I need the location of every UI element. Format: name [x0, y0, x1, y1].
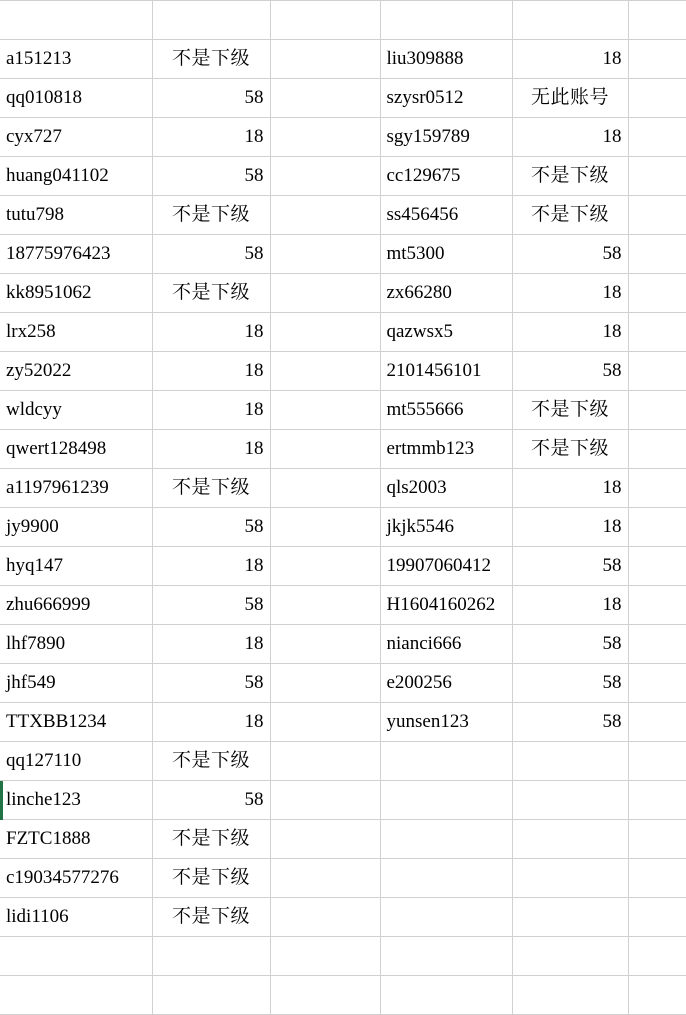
- cell-E20[interactable]: [512, 742, 628, 781]
- table-row[interactable]: [0, 976, 686, 1015]
- cell-F10[interactable]: [628, 352, 686, 391]
- table-row[interactable]: [0, 157, 686, 196]
- cell-C13[interactable]: [270, 469, 380, 508]
- cell-F22[interactable]: [628, 820, 686, 859]
- cell-C4[interactable]: [270, 118, 380, 157]
- cell-C19[interactable]: [270, 703, 380, 742]
- cell-E3[interactable]: 无此账号: [512, 79, 628, 118]
- cell-F6[interactable]: [628, 196, 686, 235]
- table-row[interactable]: [0, 664, 686, 703]
- cell-C20[interactable]: [270, 742, 380, 781]
- cell-E19[interactable]: 58: [512, 703, 628, 742]
- cell-E2[interactable]: 18: [512, 40, 628, 79]
- cell-F12[interactable]: [628, 430, 686, 469]
- cell-C9[interactable]: [270, 313, 380, 352]
- cell-C22[interactable]: [270, 820, 380, 859]
- cell-A8[interactable]: kk8951062: [0, 274, 152, 313]
- cell-D20[interactable]: [380, 742, 512, 781]
- cell-F17[interactable]: [628, 625, 686, 664]
- cell-D8[interactable]: zx66280: [380, 274, 512, 313]
- cell-B7[interactable]: 58: [152, 235, 270, 274]
- cell-D1[interactable]: [380, 1, 512, 40]
- cell-A26[interactable]: [0, 976, 152, 1015]
- cell-A17[interactable]: lhf7890: [0, 625, 152, 664]
- table-row[interactable]: [0, 391, 686, 430]
- cell-F13[interactable]: [628, 469, 686, 508]
- cell-A20[interactable]: qq127110: [0, 742, 152, 781]
- cell-E10[interactable]: 58: [512, 352, 628, 391]
- table-row[interactable]: [0, 79, 686, 118]
- cell-D6[interactable]: ss456456: [380, 196, 512, 235]
- cell-A1[interactable]: [0, 1, 152, 40]
- cell-F7[interactable]: [628, 235, 686, 274]
- cell-E1[interactable]: [512, 1, 628, 40]
- cell-F8[interactable]: [628, 274, 686, 313]
- cell-A2[interactable]: a151213: [0, 40, 152, 79]
- cell-D12[interactable]: ertmmb123: [380, 430, 512, 469]
- cell-E13[interactable]: 18: [512, 469, 628, 508]
- cell-B17[interactable]: 18: [152, 625, 270, 664]
- cell-C11[interactable]: [270, 391, 380, 430]
- table-row[interactable]: [0, 313, 686, 352]
- cell-B19[interactable]: 18: [152, 703, 270, 742]
- cell-E24[interactable]: [512, 898, 628, 937]
- cell-E15[interactable]: 58: [512, 547, 628, 586]
- cell-E12[interactable]: 不是下级: [512, 430, 628, 469]
- cell-A12[interactable]: qwert128498: [0, 430, 152, 469]
- cell-B8[interactable]: 不是下级: [152, 274, 270, 313]
- cell-E18[interactable]: 58: [512, 664, 628, 703]
- cell-C26[interactable]: [270, 976, 380, 1015]
- cell-A16[interactable]: zhu666999: [0, 586, 152, 625]
- cell-D15[interactable]: 19907060412: [380, 547, 512, 586]
- cell-C14[interactable]: [270, 508, 380, 547]
- cell-F21[interactable]: [628, 781, 686, 820]
- table-row[interactable]: [0, 859, 686, 898]
- cell-C3[interactable]: [270, 79, 380, 118]
- cell-D17[interactable]: nianci666: [380, 625, 512, 664]
- cell-B4[interactable]: 18: [152, 118, 270, 157]
- cell-C7[interactable]: [270, 235, 380, 274]
- cell-selection-marker: [0, 781, 3, 820]
- cell-A7[interactable]: 18775976423: [0, 235, 152, 274]
- cell-E25[interactable]: [512, 937, 628, 976]
- cell-B25[interactable]: [152, 937, 270, 976]
- cell-D5[interactable]: cc129675: [380, 157, 512, 196]
- cell-B9[interactable]: 18: [152, 313, 270, 352]
- cell-A21[interactable]: linche123: [0, 781, 152, 820]
- cell-D2[interactable]: liu309888: [380, 40, 512, 79]
- cell-F14[interactable]: [628, 508, 686, 547]
- cell-D25[interactable]: [380, 937, 512, 976]
- cell-F4[interactable]: [628, 118, 686, 157]
- cell-F2[interactable]: [628, 40, 686, 79]
- cell-C21[interactable]: [270, 781, 380, 820]
- cell-B14[interactable]: 58: [152, 508, 270, 547]
- cell-F1[interactable]: [628, 1, 686, 40]
- cell-A6[interactable]: tutu798: [0, 196, 152, 235]
- table-row[interactable]: [0, 118, 686, 157]
- cell-E21[interactable]: [512, 781, 628, 820]
- cell-F25[interactable]: [628, 937, 686, 976]
- cell-F9[interactable]: [628, 313, 686, 352]
- cell-A22[interactable]: FZTC1888: [0, 820, 152, 859]
- cell-D4[interactable]: sgy159789: [380, 118, 512, 157]
- cell-F16[interactable]: [628, 586, 686, 625]
- table-row[interactable]: [0, 820, 686, 859]
- cell-B16[interactable]: 58: [152, 586, 270, 625]
- cell-B12[interactable]: 18: [152, 430, 270, 469]
- cell-A10[interactable]: zy52022: [0, 352, 152, 391]
- cell-D3[interactable]: szysr0512: [380, 79, 512, 118]
- cell-B15[interactable]: 18: [152, 547, 270, 586]
- cell-B20[interactable]: 不是下级: [152, 742, 270, 781]
- cell-E5[interactable]: 不是下级: [512, 157, 628, 196]
- cell-A4[interactable]: cyx727: [0, 118, 152, 157]
- cell-D26[interactable]: [380, 976, 512, 1015]
- cell-F15[interactable]: [628, 547, 686, 586]
- cell-F5[interactable]: [628, 157, 686, 196]
- cell-D14[interactable]: jkjk5546: [380, 508, 512, 547]
- cell-A15[interactable]: hyq147: [0, 547, 152, 586]
- cell-B22[interactable]: 不是下级: [152, 820, 270, 859]
- cell-D23[interactable]: [380, 859, 512, 898]
- table-row[interactable]: [0, 937, 686, 976]
- cell-E11[interactable]: 不是下级: [512, 391, 628, 430]
- cell-A24[interactable]: lidi1106: [0, 898, 152, 937]
- cell-F20[interactable]: [628, 742, 686, 781]
- cell-F23[interactable]: [628, 859, 686, 898]
- cell-E22[interactable]: [512, 820, 628, 859]
- table-row[interactable]: [0, 508, 686, 547]
- cell-F3[interactable]: [628, 79, 686, 118]
- cell-C16[interactable]: [270, 586, 380, 625]
- cell-C24[interactable]: [270, 898, 380, 937]
- cell-D18[interactable]: e200256: [380, 664, 512, 703]
- table-row[interactable]: [0, 196, 686, 235]
- cell-C18[interactable]: [270, 664, 380, 703]
- cell-C25[interactable]: [270, 937, 380, 976]
- cell-D19[interactable]: yunsen123: [380, 703, 512, 742]
- cell-A25[interactable]: [0, 937, 152, 976]
- table-row[interactable]: [0, 742, 686, 781]
- cell-B6[interactable]: 不是下级: [152, 196, 270, 235]
- cell-E9[interactable]: 18: [512, 313, 628, 352]
- cell-E17[interactable]: 58: [512, 625, 628, 664]
- cell-D16[interactable]: H1604160262: [380, 586, 512, 625]
- cell-A23[interactable]: c19034577276: [0, 859, 152, 898]
- cell-E23[interactable]: [512, 859, 628, 898]
- cell-D24[interactable]: [380, 898, 512, 937]
- cell-E6[interactable]: 不是下级: [512, 196, 628, 235]
- cell-C8[interactable]: [270, 274, 380, 313]
- cell-B1[interactable]: [152, 1, 270, 40]
- cell-A11[interactable]: wldcyy: [0, 391, 152, 430]
- cell-C15[interactable]: [270, 547, 380, 586]
- cell-B13[interactable]: 不是下级: [152, 469, 270, 508]
- cell-C5[interactable]: [270, 157, 380, 196]
- cell-B11[interactable]: 18: [152, 391, 270, 430]
- table-row[interactable]: [0, 469, 686, 508]
- cell-B18[interactable]: 58: [152, 664, 270, 703]
- cell-D22[interactable]: [380, 820, 512, 859]
- cell-F19[interactable]: [628, 703, 686, 742]
- cell-E16[interactable]: 18: [512, 586, 628, 625]
- table-row[interactable]: [0, 235, 686, 274]
- table-row[interactable]: [0, 1, 686, 40]
- cell-A18[interactable]: jhf549: [0, 664, 152, 703]
- cell-B5[interactable]: 58: [152, 157, 270, 196]
- cell-C23[interactable]: [270, 859, 380, 898]
- table-row[interactable]: [0, 430, 686, 469]
- cell-A9[interactable]: lrx258: [0, 313, 152, 352]
- cell-A3[interactable]: qq010818: [0, 79, 152, 118]
- cell-F11[interactable]: [628, 391, 686, 430]
- cell-C10[interactable]: [270, 352, 380, 391]
- cell-E26[interactable]: [512, 976, 628, 1015]
- cell-B23[interactable]: 不是下级: [152, 859, 270, 898]
- cell-F18[interactable]: [628, 664, 686, 703]
- cell-B10[interactable]: 18: [152, 352, 270, 391]
- cell-D13[interactable]: qls2003: [380, 469, 512, 508]
- cell-B3[interactable]: 58: [152, 79, 270, 118]
- cell-B24[interactable]: 不是下级: [152, 898, 270, 937]
- table-row[interactable]: [0, 274, 686, 313]
- cell-C1[interactable]: [270, 1, 380, 40]
- table-row[interactable]: [0, 625, 686, 664]
- cell-D9[interactable]: qazwsx5: [380, 313, 512, 352]
- cell-F24[interactable]: [628, 898, 686, 937]
- cell-D7[interactable]: mt5300: [380, 235, 512, 274]
- cell-C6[interactable]: [270, 196, 380, 235]
- table-row[interactable]: [0, 40, 686, 79]
- cell-D10[interactable]: 2101456101: [380, 352, 512, 391]
- cell-C17[interactable]: [270, 625, 380, 664]
- table-row[interactable]: [0, 781, 686, 820]
- table-row[interactable]: [0, 898, 686, 937]
- cell-B26[interactable]: [152, 976, 270, 1015]
- cell-E8[interactable]: 18: [512, 274, 628, 313]
- table-row[interactable]: [0, 703, 686, 742]
- cell-E4[interactable]: 18: [512, 118, 628, 157]
- cell-E14[interactable]: 18: [512, 508, 628, 547]
- cell-A13[interactable]: a1197961239: [0, 469, 152, 508]
- cell-C2[interactable]: [270, 40, 380, 79]
- table-row[interactable]: [0, 547, 686, 586]
- cell-D11[interactable]: mt555666: [380, 391, 512, 430]
- table-row[interactable]: [0, 352, 686, 391]
- cell-C12[interactable]: [270, 430, 380, 469]
- cell-F26[interactable]: [628, 976, 686, 1015]
- cell-A5[interactable]: huang041102: [0, 157, 152, 196]
- cell-B2[interactable]: 不是下级: [152, 40, 270, 79]
- cell-D21[interactable]: [380, 781, 512, 820]
- cell-E7[interactable]: 58: [512, 235, 628, 274]
- cell-B21[interactable]: 58: [152, 781, 270, 820]
- cell-A14[interactable]: jy9900: [0, 508, 152, 547]
- table-row[interactable]: [0, 586, 686, 625]
- cell-A19[interactable]: TTXBB1234: [0, 703, 152, 742]
